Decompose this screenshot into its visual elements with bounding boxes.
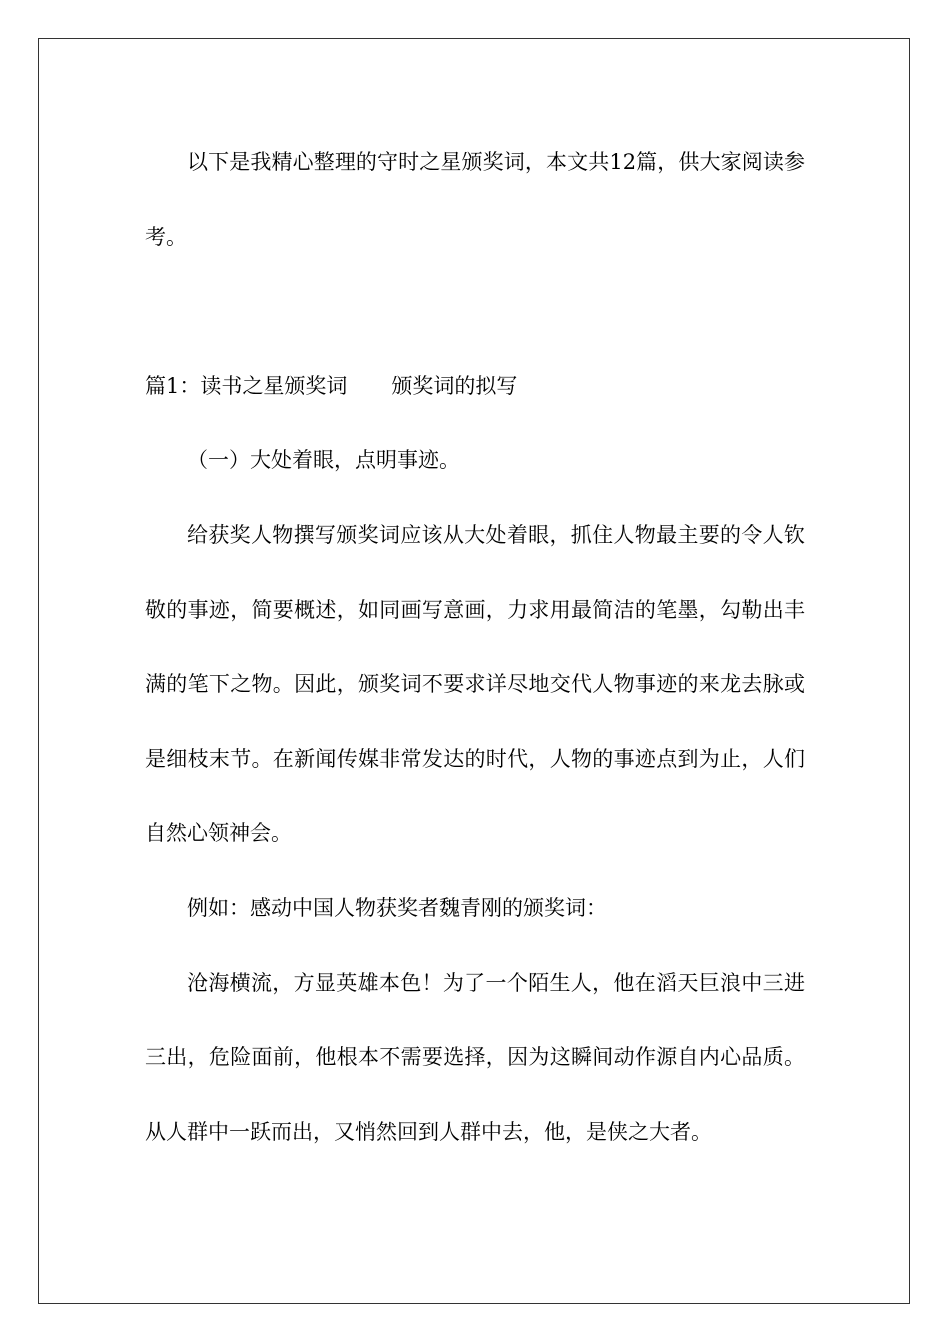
heading-right: 颁奖词的拟写 (391, 373, 518, 398)
spacer (145, 274, 805, 349)
subsection-title: （一）大处着眼，点明事迹。 (187, 448, 460, 473)
example-text: 沧海横流，方显英雄本色！为了一个陌生人，他在滔天巨浪中三进三出，危险面前，他根本不需要选择，因为这瞬间动作源自内心品质。从人群中一跃而出，又悄然回到人群中去，他，是侠之大者。 (145, 970, 805, 1144)
intro-paragraph: 以下是我精心整理的守时之星颁奖词，本文共12篇，供大家阅读参考。 (145, 150, 805, 249)
document-body (145, 125, 805, 1169)
section-heading (145, 349, 805, 424)
example-intro: 例如：感动中国人物获奖者魏青刚的颁奖词： (187, 895, 607, 920)
heading-left: 篇1：读书之星颁奖词 (145, 373, 348, 398)
body-paragraph-1: 给获奖人物撰写颁奖词应该从大处着眼，抓住人物最主要的令人钦敬的事迹，简要概述，如同画写意画，力求用最简洁的笔墨，勾勒出丰满的笔下之物。因此，颁奖词不要求详尽地交代人物事迹的来龙去脉或是细枝末节。在新闻传媒非常发达的时代，人物的事迹点到为止，人们自然心领神会。 (145, 522, 805, 846)
